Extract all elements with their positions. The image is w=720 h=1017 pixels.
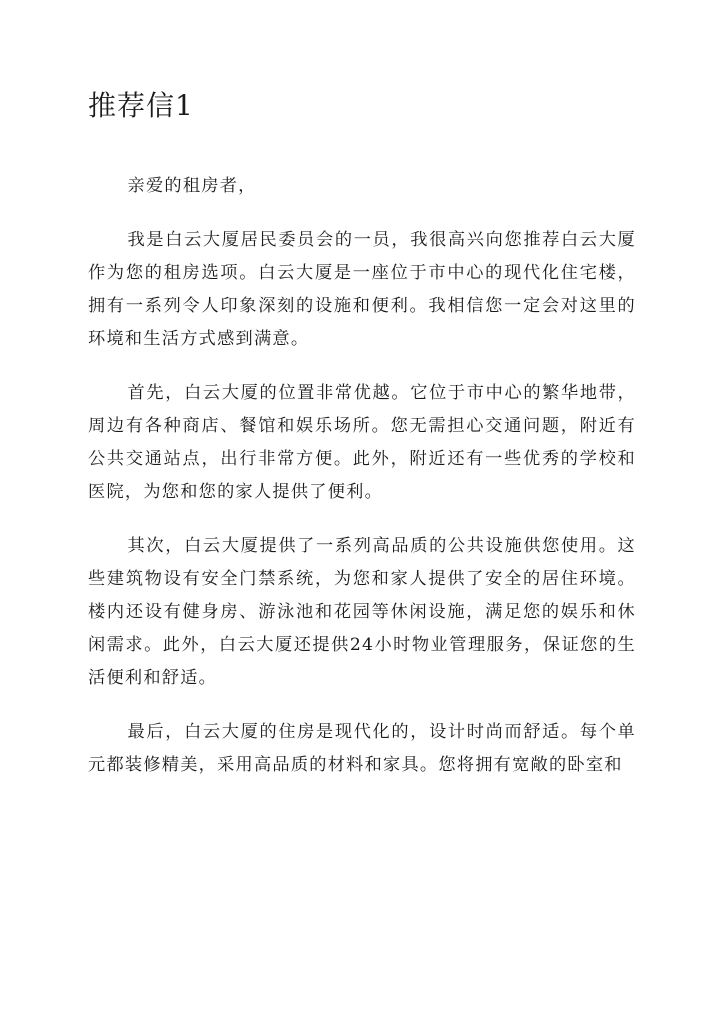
letter-body <box>88 170 636 782</box>
salutation-paragraph: 亲爱的租房者， <box>127 176 257 196</box>
housing-paragraph: 最后，白云大厦的住房是现代化的，设计时尚而舒适。每个单元都装修精美，采用高品质的材料和家具。您将拥有宽敞的卧室和 <box>88 722 636 775</box>
document-title: 推荐信1 <box>88 89 194 122</box>
facilities-paragraph: 其次，白云大厦提供了一系列高品质的公共设施供您使用。这些建筑物设有安全门禁系统，为您和家人提供了安全的居住环境。楼内还设有健身房、游泳池和花园等休闲设施，满足您的娱乐和休闲需求。此外，白云大厦还提供24小时物业管理服务，保证您的生活便利和舒适。 <box>88 536 636 688</box>
location-paragraph: 首先，白云大厦的位置非常优越。它位于市中心的繁华地带，周边有各种商店、餐馆和娱乐场所。您无需担心交通问题，附近有公共交通站点，出行非常方便。此外，附近还有一些优秀的学校和医院，为您和您的家人提供了便利。 <box>88 383 636 502</box>
introduction-paragraph: 我是白云大厦居民委员会的一员，我很高兴向您推荐白云大厦作为您的租房选项。白云大厦是一座位于市中心的现代化住宅楼，拥有一系列令人印象深刻的设施和便利。我相信您一定会对这里的环境和生活方式感到满意。 <box>88 230 636 349</box>
